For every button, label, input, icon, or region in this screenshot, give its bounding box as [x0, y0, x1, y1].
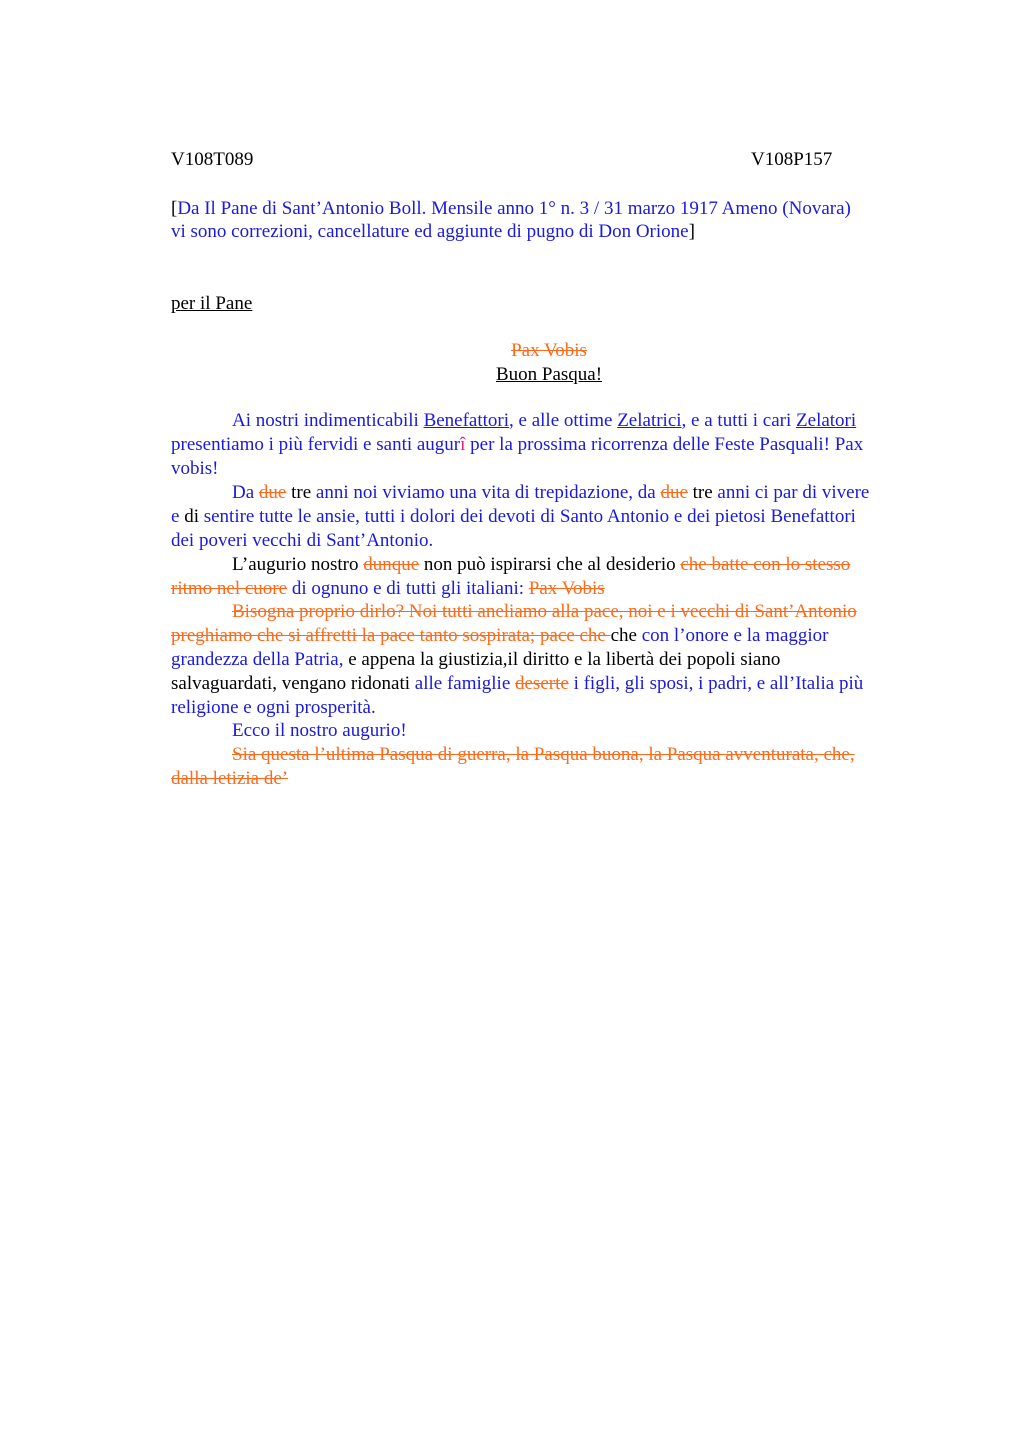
- p4-che: che: [610, 625, 642, 646]
- p1-line-2-text-b: per la prossima ricorrenza delle Feste Pasquali! Pax: [465, 434, 864, 455]
- p4-deleted-2: preghiamo che si affretti la pace tanto sospirata; pace che: [171, 625, 611, 646]
- p3-deleted-1: che batte con lo stesso: [680, 554, 851, 575]
- p2-tre-2: tre: [687, 482, 718, 503]
- p1-line-2-text-a: presentiamo i più fervidi e santi augur: [171, 434, 461, 455]
- p4-line-5: religione e ogni prosperità.: [171, 697, 376, 718]
- p6-line-1: [232, 743, 855, 767]
- p4-line-4-text-c: i figli, gli sposi, i padri, e all’Italia più: [568, 673, 864, 694]
- p3-deleted-2: ritmo nel cuore: [171, 578, 288, 599]
- p6-line-2: [171, 767, 288, 791]
- document-code-left: V108T089: [171, 149, 254, 170]
- p1-line-1: [232, 409, 856, 433]
- p4-line-1: [232, 600, 857, 624]
- p2-text-a: anni noi viviamo una vita di trepidazione, da: [315, 482, 661, 503]
- p3-text-b: non può ispirarsi che al desiderio: [419, 554, 681, 575]
- deleted-heading-pax-vobis: Pax Vobis: [511, 340, 587, 361]
- p3-line-1: [232, 553, 850, 577]
- p4-line-4-text-a: salvaguardati, vengano ridonati: [171, 673, 415, 694]
- document-code-right: V108P157: [751, 149, 833, 170]
- p4-line-3-text-b: e appena la giustizia,il diritto e la libertà dei popoli siano: [343, 649, 781, 670]
- per-il-pane-label: per il Pane: [171, 293, 253, 314]
- word-benefattori: Benefattori: [423, 410, 510, 431]
- p2-da: Da: [232, 482, 259, 503]
- p1-text-a: Ai nostri indimenticabili: [232, 410, 424, 431]
- word-zelatori: Zelatori: [796, 410, 857, 431]
- deleted-due-2: due: [660, 482, 688, 503]
- p4-line-3: [171, 648, 780, 672]
- deleted-deserte: deserte: [515, 673, 569, 694]
- p1-line-2: [171, 433, 863, 457]
- p3-text-a: L’augurio nostro: [232, 554, 364, 575]
- p4-line-4-text-b: alle famiglie: [414, 673, 515, 694]
- open-bracket: [: [171, 198, 178, 219]
- p2-line-2: [171, 505, 856, 529]
- heading-buon-pasqua: Buon Pasqua!: [495, 364, 603, 385]
- accent-mark: î: [460, 434, 466, 455]
- p2-line-2-e: e: [171, 506, 185, 527]
- source-note-text-1: Da Il Pane di Sant’Antonio Boll. Mensile anno 1° n. 3 / 31 marzo 1917 Ameno (Novara): [177, 198, 851, 219]
- p3-text-c: di ognuno e di tutti gli italiani:: [287, 578, 529, 599]
- source-note-line-1: [171, 197, 851, 221]
- p1-text-b: , e alle ottime: [509, 410, 618, 431]
- p6-deleted-2: dalla letizia de’: [171, 768, 289, 789]
- p2-text-b: anni ci par di vivere: [717, 482, 870, 503]
- close-bracket: ]: [688, 221, 695, 242]
- p2-line-2-di: di: [184, 506, 204, 527]
- p2-tre-1: tre: [286, 482, 316, 503]
- deleted-pax-vobis: Pax Vobis: [528, 578, 605, 599]
- deleted-dunque: dunque: [363, 554, 420, 575]
- p4-line-3-text-a: grandezza della Patria,: [171, 649, 344, 670]
- p4-line-4: [171, 672, 863, 696]
- p3-line-2: [171, 577, 605, 601]
- p2-line-3: dei poveri vecchi di Sant’Antonio.: [171, 530, 434, 551]
- p5-line-1: Ecco il nostro augurio!: [232, 720, 407, 741]
- p4-deleted-1: Bisogna proprio dirlo? Noi tutti aneliamo alla pace, noi e i vecchi di Sant’Antonio: [232, 601, 857, 622]
- source-note-text-2: vi sono correzioni, cancellature ed aggiunte di pugno di Don Orione: [171, 221, 689, 242]
- p2-line-1: [232, 481, 869, 505]
- source-note-line-2: [171, 220, 695, 244]
- p4-line-2: [171, 624, 829, 648]
- p6-deleted-1: Sia questa l’ultima Pasqua di guerra, la Pasqua buona, la Pasqua avventurata, che,: [232, 744, 855, 765]
- p4-text-a: con l’onore e la maggior: [641, 625, 829, 646]
- deleted-due-1: due: [258, 482, 287, 503]
- p2-line-2-text: sentire tutte le ansie, tutti i dolori dei devoti di Santo Antonio e dei pietosi Benefattori: [203, 506, 856, 527]
- word-zelatrici: Zelatrici: [617, 410, 682, 431]
- p1-text-c: , e a tutti i cari: [681, 410, 797, 431]
- p1-line-3: vobis!: [171, 458, 219, 479]
